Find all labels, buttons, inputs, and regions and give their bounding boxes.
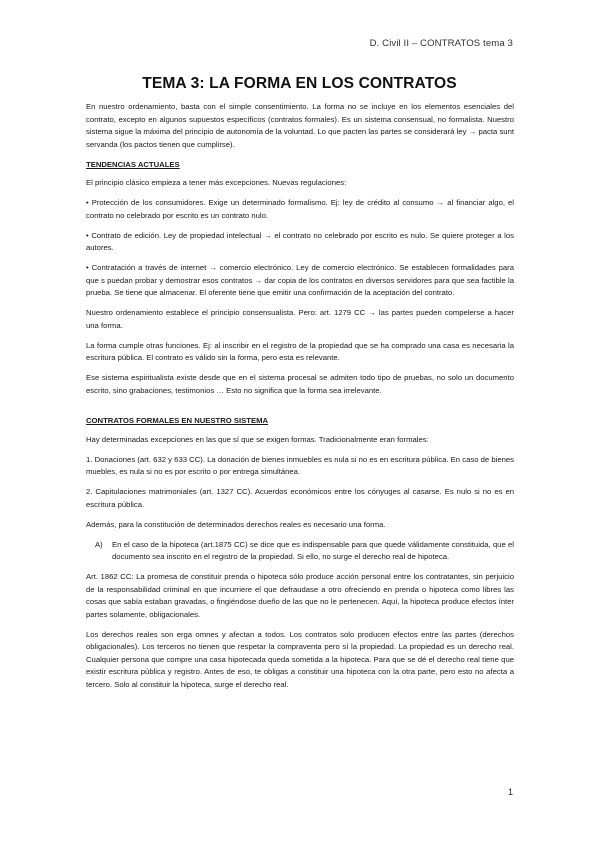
paragraph: La forma cumple otras funciones. Ej: al inscribir en el registro de la propiedad que se ha comprado una casa es necesaria la escritura pública. El contrato es válido sin la forma, pero esta es relevante. (86, 340, 514, 362)
paragraph: Los derechos reales son erga omnes y afectan a todos. Los contratos solo producen efectos entre las partes (derechos obligacionales). Los terceros no tienen que respetar la compraventa pero sí la propiedad. La propiedad es un derecho real. Cualquier persona que compre una casa hipotecada queda sometida a la hipoteca. Para que se dé el derecho real tiene que existir escritura pública y registro. Antes de eso, te obligas a constituir una hipoteca con la otra parte, pero esto no afecta a tercero. Solo al constituir la hipoteca, surge el derecho real. (86, 629, 514, 689)
paragraph: Ese sistema espiritualista existe desde que en el sistema procesal se admiten todo tipo de pruebas, no solo un documento escrito, sino grabaciones, testimonios … Esto no significa que la forma sea irrelevante. (86, 373, 514, 395)
intro-paragraph: En nuestro ordenamiento, basta con el simple consentimiento. La forma no se incluye en los elementos esenciales del contrato, excepto en algunos supuestos específicos (contratos formales). Es un sistema consensual, no formalista. Nuestro sistema sigue la máxima del principio de autonomía de la voluntad. Lo que pacten las partes se considerará ley → pacta sunt servanda (los pactos tienen que cumplirse). (86, 102, 514, 149)
paragraph: Nuestro ordenamiento establece el principio consensualista. Pero: art. 1279 CC → las partes pueden compelerse a hacer una forma. (86, 308, 514, 330)
page-number: 1 (507, 787, 513, 797)
section-heading-tendencias: TENDENCIAS ACTUALES (86, 159, 180, 169)
numbered-item: 1. Donaciones (art. 632 y 633 CC). La donación de bienes inmuebles es nula si no es en escritura pública. En caso de bienes muebles, es nula si no es por escrito o por entrega simultánea. (86, 454, 514, 476)
paragraph: Hay determinadas excepciones en las que sí que se exigen formas. Tradicionalmente eran formales: (86, 434, 429, 444)
list-marker: A) (95, 539, 103, 549)
paragraph: Art. 1862 CC: La promesa de constituir prenda o hipoteca sólo produce acción personal entre los contratantes, sin perjuicio de la responsabilidad criminal en que incurriere el que defraudase a otro ofreciendo en prenda o hipoteca como libres las cosas que sabía estaban gravadas, o fingiéndose dueño de las que no le pertenecen. Aquí, la hipoteca produce efectos ínter partes solamente, obligacionales. (86, 572, 514, 619)
page-title: TEMA 3: LA FORMA EN LOS CONTRATOS (142, 75, 457, 92)
bullet-item: • Contrato de edición. Ley de propiedad intelectual → el contrato no celebrado por escrito es nulo. Se quiere proteger a los autores. (86, 230, 514, 252)
lettered-item (86, 539, 514, 564)
lettered-item-text: En el caso de la hipoteca (art.1875 CC) se dice que es indispensable para que quede válidamente constituida, que el documento sea inscrito en el registro de la propiedad. Si ello, no surge el derecho real de hipoteca. (112, 539, 514, 561)
section-heading-contratos-formales: CONTRATOS FORMALES EN NUESTRO SISTEMA (86, 416, 269, 425)
numbered-item: 2. Capitulaciones matrimoniales (art. 1327 CC). Acuerdos económicos entre los cónyuges al casarse. Es nulo si no es en escritura pública. (86, 487, 514, 509)
paragraph: El principio clásico empieza a tener más excepciones. Nuevas regulaciones: (86, 178, 347, 187)
bullet-item: • Protección de los consumidores. Exige un determinado formalismo. Ej: ley de crédito al consumo → al financiar algo, el contrato no celebrado por escrito es un contrato nulo. (86, 198, 514, 220)
running-header: D. Civil II – CONTRATOS tema 3 (369, 38, 513, 49)
bullet-item: • Contratación a través de internet → comercio electrónico. Ley de comercio electrónico. Se establecen formalidades para que s puedan probar y demostrar esos contratos → dar copia de los contratos en diversos servidores para que sea factible la prueba. Se tiene que almacenar. El oferente tiene que emitir una confirmación de la aceptación del contrato. (86, 263, 514, 297)
paragraph: Además, para la constitución de determinados derechos reales es necesario una forma. (86, 519, 386, 529)
document-body (86, 101, 514, 699)
